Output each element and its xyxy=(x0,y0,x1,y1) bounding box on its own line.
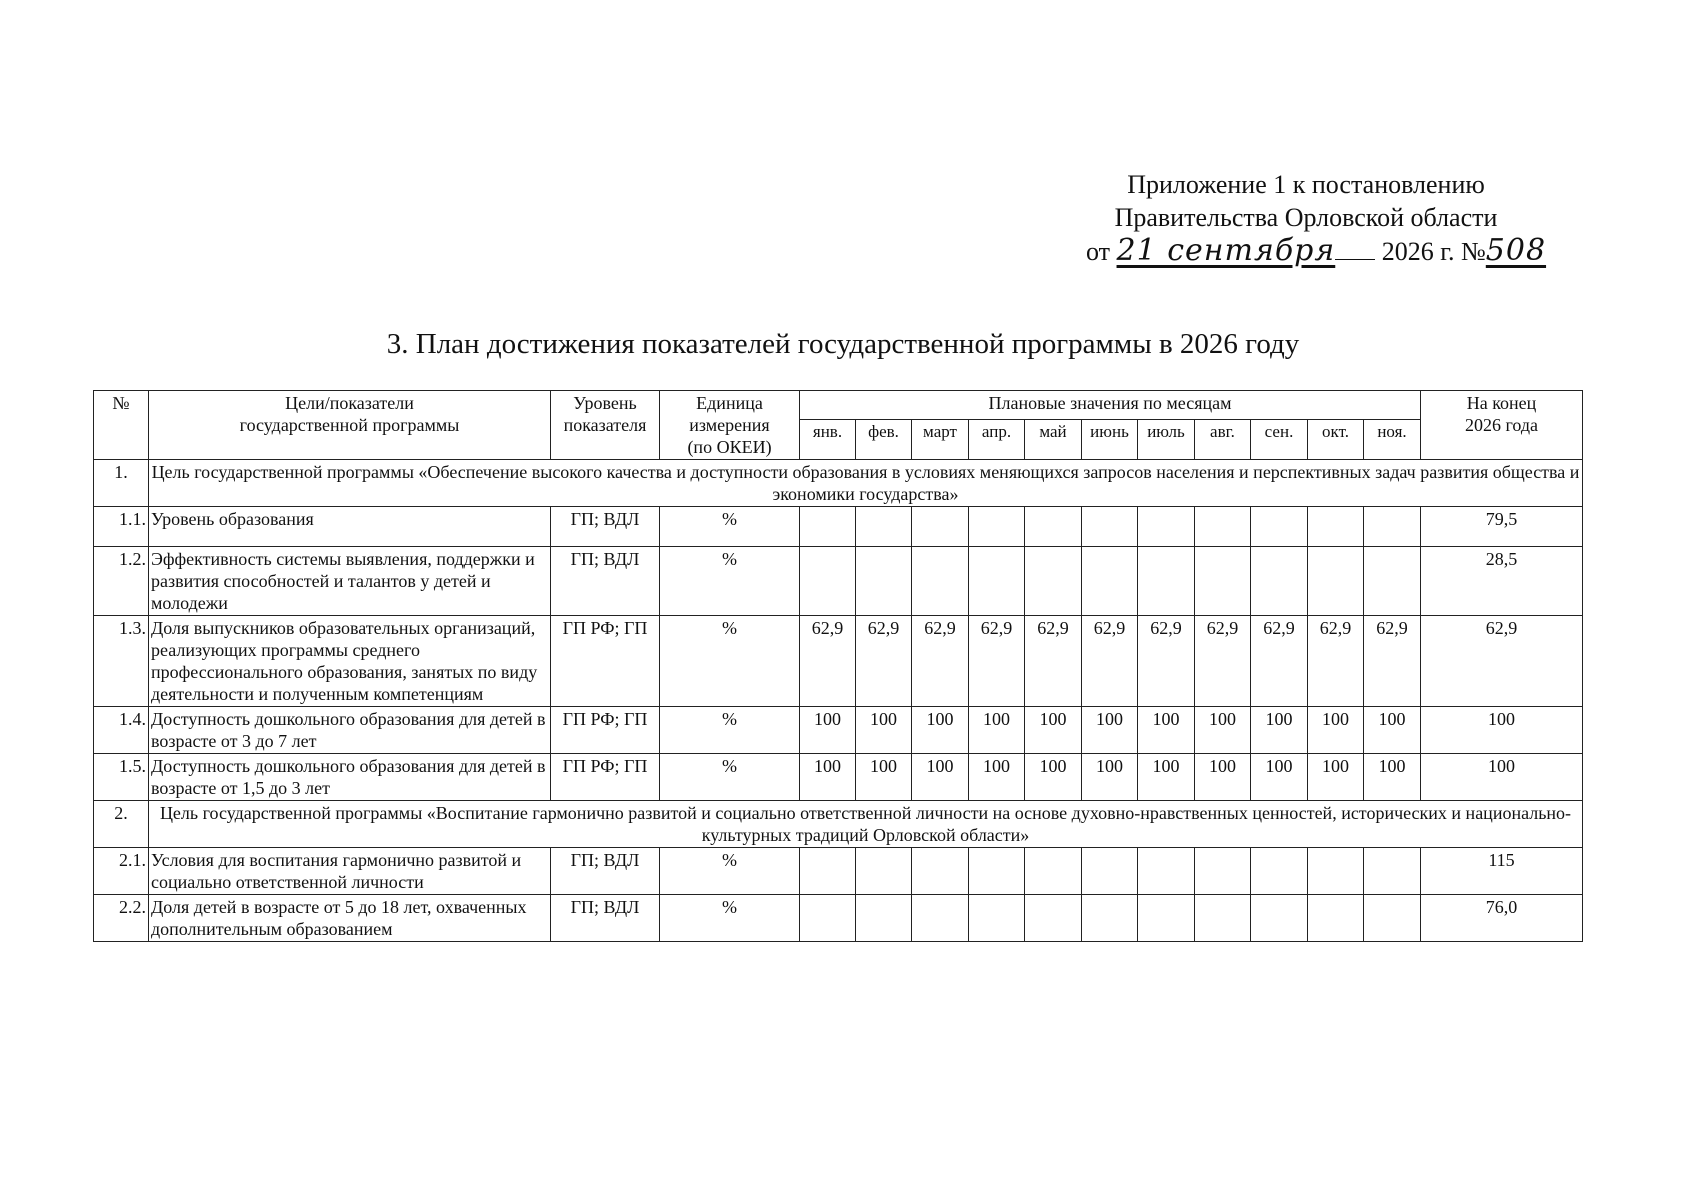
row-month-value: 100 xyxy=(800,707,856,754)
row-num: 1.4. xyxy=(94,707,149,754)
table-row xyxy=(94,616,1583,707)
row-unit: % xyxy=(660,507,800,547)
row-month-value xyxy=(1251,507,1308,547)
header-month-apr: апр. xyxy=(969,420,1025,460)
row-month-value xyxy=(1138,848,1195,895)
row-month-value: 100 xyxy=(912,707,969,754)
goal-num: 2. xyxy=(94,801,149,848)
row-month-value: 62,9 xyxy=(1364,616,1421,707)
row-month-value: 100 xyxy=(856,707,912,754)
goal-text: Цель государственной программы «Воспитание гармонично развитой и социально ответственной личности на основе духовно-нравственных ценностей, исторических и национально-культурных традиций Орловской области» xyxy=(149,801,1583,848)
row-indicator-name: Доля выпускников образовательных организаций, реализующих программы среднего профессионального образования, занятых по виду деятельности и полученным компетенциям xyxy=(149,616,551,707)
row-level: ГП; ВДЛ xyxy=(551,848,660,895)
row-level: ГП РФ; ГП xyxy=(551,754,660,801)
row-month-value xyxy=(1195,848,1251,895)
row-unit: % xyxy=(660,547,800,616)
row-indicator-name: Уровень образования xyxy=(149,507,551,547)
header-level-line-1: Уровень xyxy=(573,393,637,413)
row-month-value: 62,9 xyxy=(1308,616,1364,707)
row-month-value xyxy=(1195,895,1251,942)
row-month-value: 100 xyxy=(969,707,1025,754)
row-month-value: 100 xyxy=(1308,707,1364,754)
row-month-value: 100 xyxy=(1195,754,1251,801)
row-month-value xyxy=(856,507,912,547)
row-month-value xyxy=(912,507,969,547)
row-month-value xyxy=(1025,848,1082,895)
row-month-value xyxy=(1138,547,1195,616)
row-num: 2.1. xyxy=(94,848,149,895)
goal-row xyxy=(94,460,1583,507)
row-num: 1.5. xyxy=(94,754,149,801)
header-month-oct: окт. xyxy=(1308,420,1364,460)
header-month-sep: сен. xyxy=(1251,420,1308,460)
table-row xyxy=(94,754,1583,801)
header-end-line-1: На конец xyxy=(1466,393,1537,413)
header-month-nov: ноя. xyxy=(1364,420,1421,460)
header-month-feb: фев. xyxy=(856,420,912,460)
table-header-row xyxy=(94,391,1583,420)
row-month-value: 100 xyxy=(1251,707,1308,754)
row-month-value: 100 xyxy=(1082,707,1138,754)
row-month-value: 100 xyxy=(856,754,912,801)
row-unit: % xyxy=(660,848,800,895)
row-unit: % xyxy=(660,707,800,754)
row-month-value xyxy=(912,895,969,942)
row-month-value: 100 xyxy=(912,754,969,801)
header-end-of-year xyxy=(1421,391,1583,460)
row-month-value: 62,9 xyxy=(969,616,1025,707)
row-end-value: 100 xyxy=(1421,754,1583,801)
row-month-value xyxy=(800,895,856,942)
row-month-value xyxy=(1138,507,1195,547)
row-month-value xyxy=(1082,507,1138,547)
table-row xyxy=(94,547,1583,616)
row-month-value xyxy=(1195,507,1251,547)
row-month-value xyxy=(912,547,969,616)
header-unit xyxy=(660,391,800,460)
row-num: 2.2. xyxy=(94,895,149,942)
row-month-value xyxy=(912,848,969,895)
row-indicator-name: Доступность дошкольного образования для детей в возрасте от 3 до 7 лет xyxy=(149,707,551,754)
row-month-value xyxy=(1251,547,1308,616)
row-month-value: 62,9 xyxy=(1025,616,1082,707)
annex-line-1: Приложение 1 к постановлению xyxy=(1127,170,1485,199)
row-unit: % xyxy=(660,616,800,707)
row-level: ГП РФ; ГП xyxy=(551,707,660,754)
row-month-value xyxy=(1364,547,1421,616)
row-month-value xyxy=(1308,507,1364,547)
row-month-value: 62,9 xyxy=(800,616,856,707)
row-month-value xyxy=(969,895,1025,942)
row-level: ГП; ВДЛ xyxy=(551,507,660,547)
annex-date-line xyxy=(1086,233,1547,268)
row-level: ГП; ВДЛ xyxy=(551,895,660,942)
row-month-value xyxy=(1364,507,1421,547)
header-goal-line-1: Цели/показатели xyxy=(285,393,414,413)
row-month-value: 62,9 xyxy=(912,616,969,707)
row-month-value: 62,9 xyxy=(1082,616,1138,707)
header-goal xyxy=(149,391,551,460)
row-month-value xyxy=(800,547,856,616)
header-unit-line-2: измерения xyxy=(689,415,770,435)
row-month-value: 100 xyxy=(1025,754,1082,801)
row-month-value: 100 xyxy=(1251,754,1308,801)
row-end-value: 28,5 xyxy=(1421,547,1583,616)
header-month-jan: янв. xyxy=(800,420,856,460)
header-level xyxy=(551,391,660,460)
row-level: ГП; ВДЛ xyxy=(551,547,660,616)
row-month-value xyxy=(1082,848,1138,895)
row-month-value xyxy=(1025,547,1082,616)
row-indicator-name: Эффективность системы выявления, поддержки и развития способностей и талантов у детей и молодежи xyxy=(149,547,551,616)
header-month-jun: июнь xyxy=(1082,420,1138,460)
goal-text: Цель государственной программы «Обеспечение высокого качества и доступности образования в условиях меняющихся запросов населения и перспективных задач развития общества и экономики государства» xyxy=(149,460,1583,507)
row-end-value: 100 xyxy=(1421,707,1583,754)
row-level: ГП РФ; ГП xyxy=(551,616,660,707)
row-month-value xyxy=(1025,507,1082,547)
header-unit-line-1: Единица xyxy=(696,393,763,413)
handwritten-number: 508 xyxy=(1485,233,1547,268)
row-month-value xyxy=(1082,547,1138,616)
row-indicator-name: Доступность дошкольного образования для детей в возрасте от 1,5 до 3 лет xyxy=(149,754,551,801)
row-month-value xyxy=(1082,895,1138,942)
row-month-value xyxy=(1364,895,1421,942)
goal-num: 1. xyxy=(94,460,149,507)
table-row xyxy=(94,848,1583,895)
row-month-value xyxy=(800,848,856,895)
row-unit: % xyxy=(660,895,800,942)
indicators-plan-table xyxy=(93,390,1583,942)
handwritten-date: 21 сентября xyxy=(1116,233,1336,268)
row-month-value xyxy=(856,895,912,942)
row-month-value xyxy=(856,547,912,616)
row-month-value xyxy=(1308,848,1364,895)
annex-year-label: 2026 г. № xyxy=(1381,237,1486,266)
header-end-line-2: 2026 года xyxy=(1464,415,1539,435)
row-month-value: 62,9 xyxy=(1195,616,1251,707)
row-month-value xyxy=(1308,895,1364,942)
row-month-value: 100 xyxy=(1308,754,1364,801)
header-month-aug: авг. xyxy=(1195,420,1251,460)
row-month-value xyxy=(969,507,1025,547)
row-month-value: 100 xyxy=(1364,707,1421,754)
row-month-value: 100 xyxy=(1364,754,1421,801)
row-month-value: 62,9 xyxy=(1251,616,1308,707)
row-month-value: 100 xyxy=(1195,707,1251,754)
row-month-value xyxy=(969,848,1025,895)
row-month-value xyxy=(1138,895,1195,942)
row-num: 1.2. xyxy=(94,547,149,616)
annex-from-label: от xyxy=(1086,237,1111,266)
table-row xyxy=(94,507,1583,547)
row-end-value: 115 xyxy=(1421,848,1583,895)
row-unit: % xyxy=(660,754,800,801)
row-month-value xyxy=(1251,848,1308,895)
header-month-mar: март xyxy=(912,420,969,460)
row-month-value: 100 xyxy=(1138,707,1195,754)
table-row xyxy=(94,707,1583,754)
annex-line-2: Правительства Орловской области xyxy=(1114,203,1498,232)
header-goal-line-2: государственной программы xyxy=(239,415,460,435)
header-level-line-2: показателя xyxy=(563,415,647,435)
row-month-value xyxy=(1364,848,1421,895)
row-month-value xyxy=(1195,547,1251,616)
row-month-value: 100 xyxy=(969,754,1025,801)
header-month-may: май xyxy=(1025,420,1082,460)
row-month-value xyxy=(856,848,912,895)
row-month-value xyxy=(969,547,1025,616)
row-indicator-name: Условия для воспитания гармонично развитой и социально ответственной личности xyxy=(149,848,551,895)
row-month-value xyxy=(1308,547,1364,616)
row-num: 1.3. xyxy=(94,616,149,707)
goal-row xyxy=(94,801,1583,848)
row-indicator-name: Доля детей в возрасте от 5 до 18 лет, охваченных дополнительным образованием xyxy=(149,895,551,942)
row-end-value: 79,5 xyxy=(1421,507,1583,547)
row-end-value: 76,0 xyxy=(1421,895,1583,942)
header-unit-line-3: (по ОКЕИ) xyxy=(687,437,772,457)
date-blank-line xyxy=(1335,237,1375,260)
header-monthly: Плановые значения по месяцам xyxy=(800,391,1421,420)
row-month-value: 100 xyxy=(800,754,856,801)
row-month-value: 62,9 xyxy=(1138,616,1195,707)
document-title: 3. План достижения показателей государственной программы в 2026 году xyxy=(386,328,1300,360)
row-month-value: 100 xyxy=(1025,707,1082,754)
header-month-jul: июль xyxy=(1138,420,1195,460)
row-month-value: 62,9 xyxy=(856,616,912,707)
annex-header xyxy=(1086,168,1547,268)
row-month-value: 100 xyxy=(1138,754,1195,801)
table-row xyxy=(94,895,1583,942)
row-month-value xyxy=(800,507,856,547)
header-num: № xyxy=(94,391,149,460)
row-month-value xyxy=(1251,895,1308,942)
row-num: 1.1. xyxy=(94,507,149,547)
row-month-value xyxy=(1025,895,1082,942)
row-month-value: 100 xyxy=(1082,754,1138,801)
row-end-value: 62,9 xyxy=(1421,616,1583,707)
